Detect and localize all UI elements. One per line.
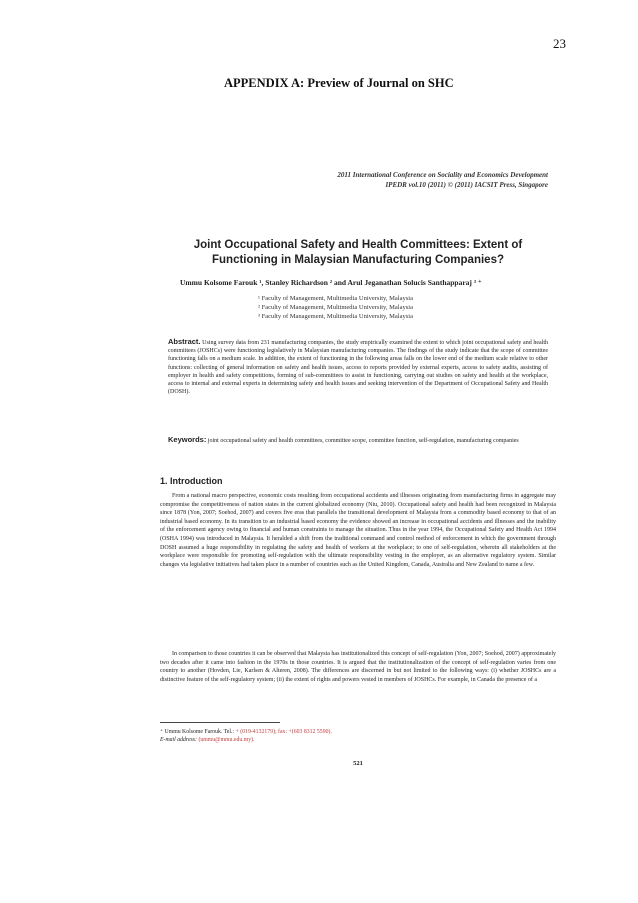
footnote-email-label: E-mail address: — [160, 737, 199, 743]
affiliation-2: ² Faculty of Management, Multimedia University, Malaysia — [258, 304, 413, 311]
keywords-label: Keywords: — [168, 435, 207, 444]
intro-paragraph-1: From a national macro perspective, economic costs resulting from occupational accidents and illnesses originating from manufacturing firms in aggregate may compromise the competitiveness of nation states in the current globalized economy (Niu, 2010). Occupational safety and health had been recognized in Malaysia since 1878 (Yon, 2007; Soehod, 2007) and covers five eras that parallels the transitional development of Malaysia from a commodity based economy to that of an industrial based economy. In its transition to an industrial based economy the evidence showed an increase in occupational accidents and illnesses and the inability of the enforcement agency owing to financial and human constraints to manage the situation. Thus in the year 1994, the Occupational Safety and Health Act 1994 (OSHA 1994) was introduced in Malaysia. It heralded a shift from the traditional command and control method of enforcement in which the government through DOSH assumed a huge responsibility in regulating the safety and health of workers at the workplace; to one of self-regulation, wherein all stakeholders at the workplace were responsible for promoting self-regulation with the ultimate responsibility vesting in the employer, as an alternative regulatory system. Similar changes via legislative initiatives had taken place in a number of countries such as the United Kingdom, Canada, Australia and New Zealand to name a few. — [160, 493, 556, 568]
affiliation-3: ³ Faculty of Management, Multimedia University, Malaysia — [258, 313, 413, 320]
paper-title-line-2: Functioning in Malaysian Manufacturing Companies? — [212, 254, 504, 266]
keywords-text: joint occupational safety and health committees, committee scope, committee function, self-regulation, manufacturing companies — [207, 438, 519, 444]
paper-title-line-1: Joint Occupational Safety and Health Committees: Extent of — [193, 239, 523, 251]
abstract-text: Using survey data from 231 manufacturing companies, the study empirically examined the extent to which joint occupational safety and health committees (JOSHCs) were functioning legislatively in Malaysian manufacturing companies. The findings of the study indicate that the scope of committee functioning falls on a medium scale. In addition, the extent of functioning in the following areas falls on the lower end of the medium scale relative to other functions: collecting of general information on safety and health issues, access to reports provided by external experts, access to safety audits, assisting of employer in health and safety competitions, forming of sub-committees to assist in functioning, carrying out studies on safety and health at the workplace, access to internal and external experts in determining safety and health issues and seeking intervention of the Department of Occupational Safety and Health (DOSH). — [168, 340, 549, 396]
journal-preview — [160, 160, 556, 860]
section-title: 1. Introduction — [160, 476, 223, 486]
footnote-contact: + (019-4132179); fax: +(603 8312 5590). — [235, 729, 332, 735]
paper-title — [160, 238, 556, 268]
page-number: 23 — [553, 36, 566, 51]
keywords — [168, 436, 548, 445]
intro-paragraph-2: In comparison to those countries it can be observed that Malaysia has institutionalized this concept of self-regulation (Yon, 2007; Soehod, 2007) approximately two decades after it came into fashion in the 1970s in those countries. It is argued that the institutionalization of the concept of self-regulation varies from one country to another (Hovden, Lie, Karlsen & Alteren, 2008). The differences are discerned in but not limited to the following ways: (i) whether JOSHCs are a distinctive feature of the self-regulatory system; (ii) the extent of rights and powers vested in members of JOSHCs. For example, in Canada the presence of a — [160, 651, 556, 683]
footnote-divider — [160, 722, 280, 723]
authors: Ummu Kolsome Farouk ¹, Stanley Richardson ² and Arul Jeganathan Solucis Santhapparaj ³ ⁺ — [180, 278, 482, 287]
affiliations — [258, 294, 413, 321]
appendix-heading: APPENDIX A: Preview of Journal on SHC — [224, 76, 454, 90]
conference-info — [337, 170, 548, 190]
abstract — [168, 338, 548, 396]
footnote-email: (ummu@mmu.edu.my). — [198, 737, 255, 743]
affiliation-1: ¹ Faculty of Management, Multimedia University, Malaysia — [258, 295, 413, 302]
footnote — [160, 728, 332, 744]
footnote-author: ⁺ Ummu Kolsome Farouk. Tel.: — [160, 729, 236, 735]
abstract-label: Abstract. — [168, 337, 201, 346]
conference-line-1: 2011 International Conference on Sociality and Economics Development — [337, 171, 548, 179]
conference-line-2: IPEDR vol.10 (2011) © (2011) IACSIT Press, Singapore — [385, 181, 548, 189]
journal-page-number: 521 — [353, 760, 363, 767]
